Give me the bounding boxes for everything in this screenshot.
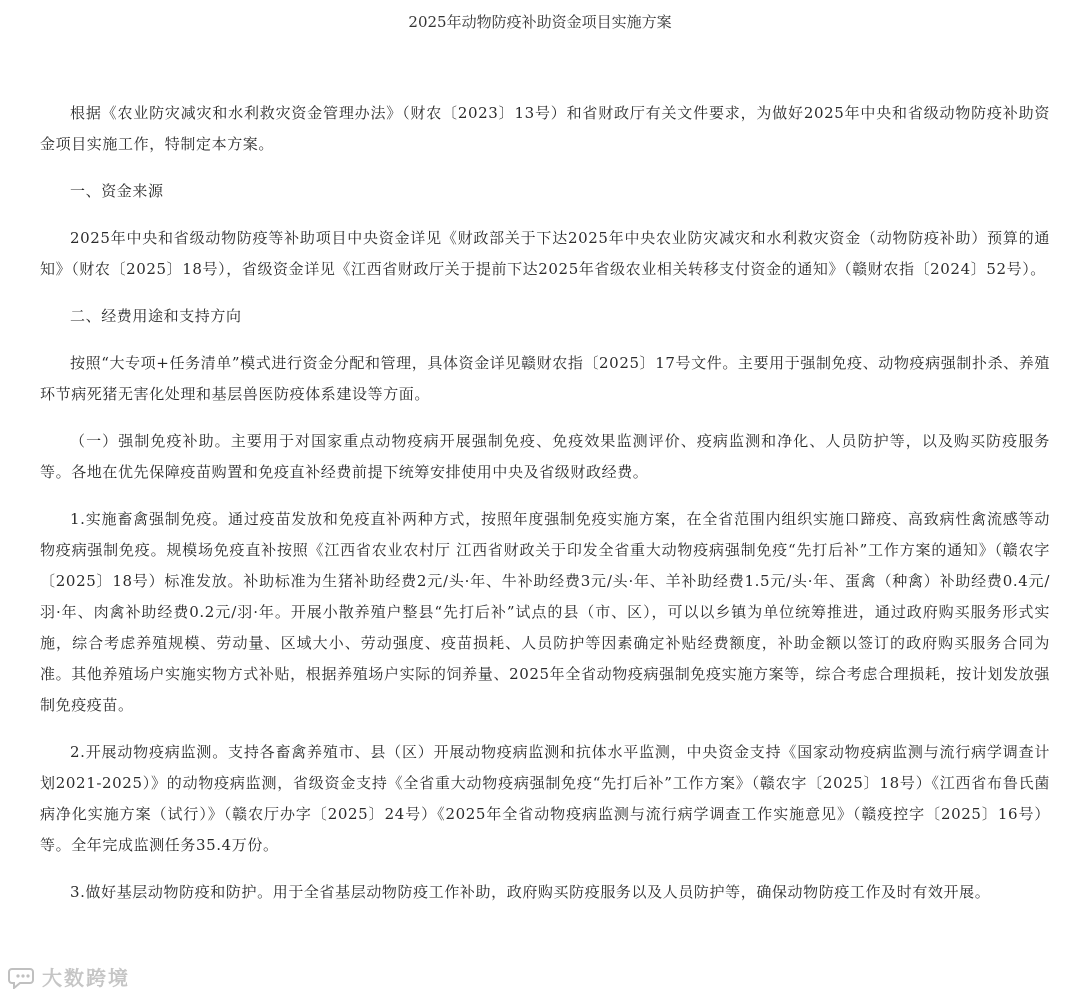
chat-bubble-logo-icon <box>8 965 38 989</box>
document-title: 2025年动物防疫补助资金项目实施方案 <box>408 13 672 31</box>
section-heading-funding-source: 一、资金来源 <box>70 182 164 200</box>
watermark-text: 大数跨境 <box>42 966 130 990</box>
item-vaccination-paragraph: 1.实施畜禽强制免疫。通过疫苗发放和免疫直补两种方式，按照年度强制免疫实施方案，在全省范围内组织实施口蹄疫、高致病性禽流感等动物疫病强制免疫。规模场免疫直补按照《江西省农业农村厅 江西省财政关于印发全省重大动物疫病强制免疫“先打后补”工作方案的通知》（赣农字〔2025〕18号）标准发放。补助标准为生猪补助经费2元/头·年、牛补助经费3元/头·年、羊补助经费1.5元/头·年、蛋禽（种禽）补助经费0.4元/羽·年、肉禽补助经费0.2元/羽·年。开展小散养殖户整县“先打后补”试点的县（市、区），可以以乡镇为单位统筹推进，通过政府购买服务形式实施，综合考虑养殖规模、劳动量、区域大小、劳动强度、疫苗损耗、人员防护等因素确定补贴经费额度，补助金额以签订的政府购买服务合同为准。其他养殖场户实施实物方式补贴，根据养殖场户实际的饲养量、2025年全省动物疫病强制免疫实施方案等，综合考虑合理损耗，按计划发放强制免疫疫苗。 <box>40 510 1050 714</box>
section-heading-usage: 二、经费用途和支持方向 <box>70 307 242 325</box>
document-body <box>40 98 1050 908</box>
watermark <box>8 962 130 991</box>
intro-paragraph: 根据《农业防灾减灾和水利救灾资金管理办法》（财农〔2023〕13号）和省财政厅有关文件要求，为做好2025年中央和省级动物防疫补助资金项目实施工作，特制定本方案。 <box>40 104 1050 153</box>
usage-paragraph: 按照“大专项+任务清单”模式进行资金分配和管理，具体资金详见赣财农指〔2025〕17号文件。主要用于强制免疫、动物疫病强制扑杀、养殖环节病死猪无害化处理和基层兽医防疫体系建设等方面。 <box>40 354 1050 403</box>
item-protection-paragraph: 3.做好基层动物防疫和防护。用于全省基层动物防疫工作补助，政府购买防疫服务以及人员防护等，确保动物防疫工作及时有效开展。 <box>70 883 991 901</box>
funding-source-paragraph: 2025年中央和省级动物防疫等补助项目中央资金详见《财政部关于下达2025年中央农业防灾减灾和水利救灾资金（动物防疫补助）预算的通知》（财农〔2025〕18号），省级资金详见《江西省财政厅关于提前下达2025年省级农业相关转移支付资金的通知》（赣财农指〔2024〕52号）。 <box>40 229 1050 278</box>
item-monitoring-paragraph: 2.开展动物疫病监测。支持各畜禽养殖市、县（区）开展动物疫病监测和抗体水平监测，中央资金支持《国家动物疫病监测与流行病学调查计划2021-2025）》的动物疫病监测，省级资金支持《全省重大动物疫病强制免疫“先打后补”工作方案》（赣农字〔2025〕18号）《江西省布鲁氏菌病净化实施方案（试行）》（赣农厅办字〔2025〕24号）《2025年全省动物疫病监测与流行病学调查工作实施意见》（赣疫控字〔2025〕16号）等。全年完成监测任务35.4万份。 <box>40 743 1050 854</box>
subsection-immunization-paragraph: （一）强制免疫补助。主要用于对国家重点动物疫病开展强制免疫、免疫效果监测评价、疫病监测和净化、人员防护等，以及购买防疫服务等。各地在优先保障疫苗购置和免疫直补经费前提下统筹安排使用中央及省级财政经费。 <box>40 432 1050 481</box>
